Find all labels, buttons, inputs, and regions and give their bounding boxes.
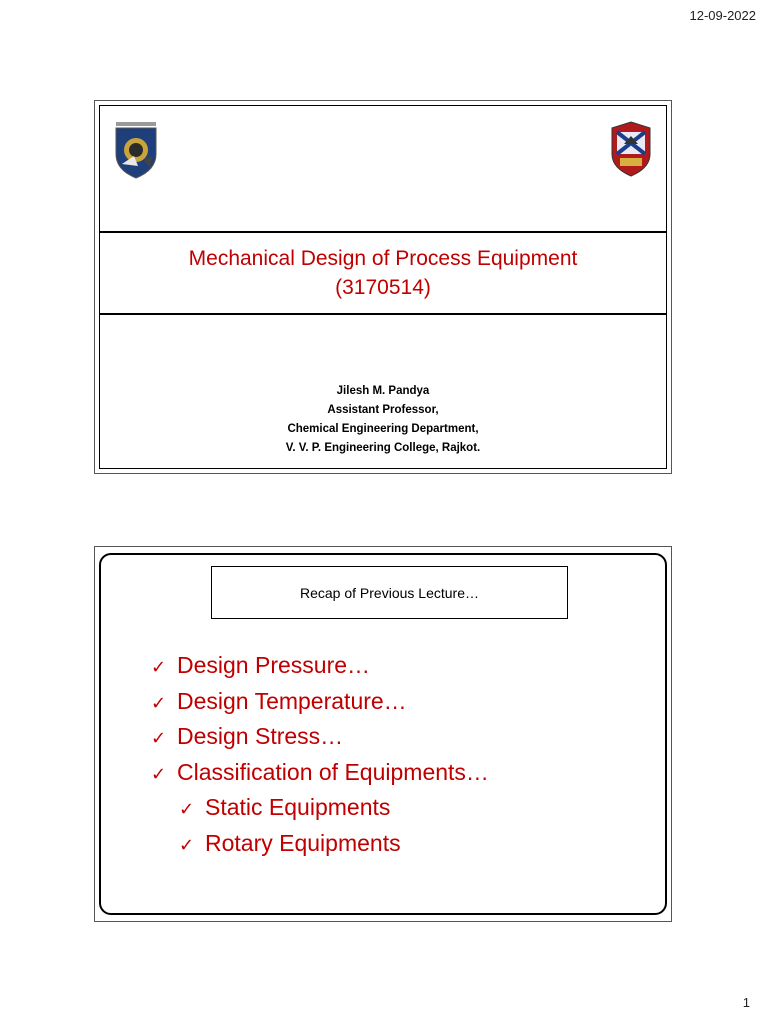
recap-item xyxy=(151,756,489,792)
recap-item-label: Design Temperature… xyxy=(177,687,407,714)
recap-item-label: Classification of Equipments… xyxy=(177,758,489,785)
checkmark-icon: ✓ xyxy=(179,834,195,856)
recap-item-label: Design Pressure… xyxy=(177,652,371,678)
recap-item xyxy=(151,649,489,685)
author-college: V. V. P. Engineering College, Rajkot. xyxy=(285,442,481,454)
recap-item-label: Design Stress… xyxy=(177,723,344,749)
course-title: Mechanical Design of Process Equipment xyxy=(188,247,578,270)
recap-item xyxy=(151,685,489,721)
recap-heading: Recap of Previous Lecture… xyxy=(211,566,568,619)
checkmark-icon: ✓ xyxy=(151,763,167,785)
page-date: 12-09-2022 xyxy=(689,8,756,23)
recap-slide xyxy=(94,546,672,922)
checkmark-icon: ✓ xyxy=(151,728,167,749)
title-slide-frame xyxy=(99,105,667,469)
university-emblem-logo xyxy=(110,120,162,180)
checkmark-icon: ✓ xyxy=(151,692,167,714)
title-slide xyxy=(94,100,672,474)
course-title-band xyxy=(100,231,666,315)
recap-slide-frame xyxy=(99,553,667,915)
recap-sub-item xyxy=(151,827,489,863)
author-department: Chemical Engineering Department, xyxy=(287,423,479,435)
checkmark-icon: ✓ xyxy=(151,657,167,678)
author-name: Jilesh M. Pandya xyxy=(336,385,430,397)
recap-item-label: Static Equipments xyxy=(205,794,391,820)
author-position: Assistant Professor, xyxy=(327,404,439,416)
checkmark-icon: ✓ xyxy=(179,799,195,820)
author-info xyxy=(100,382,666,458)
course-code: (3170514) xyxy=(335,276,431,299)
recap-sub-item xyxy=(151,791,489,827)
recap-item-label: Rotary Equipments xyxy=(205,829,401,856)
gtu-crest-logo xyxy=(606,118,656,178)
recap-item xyxy=(151,720,489,756)
recap-topic-list xyxy=(151,649,489,862)
page-number: 1 xyxy=(742,995,750,1010)
